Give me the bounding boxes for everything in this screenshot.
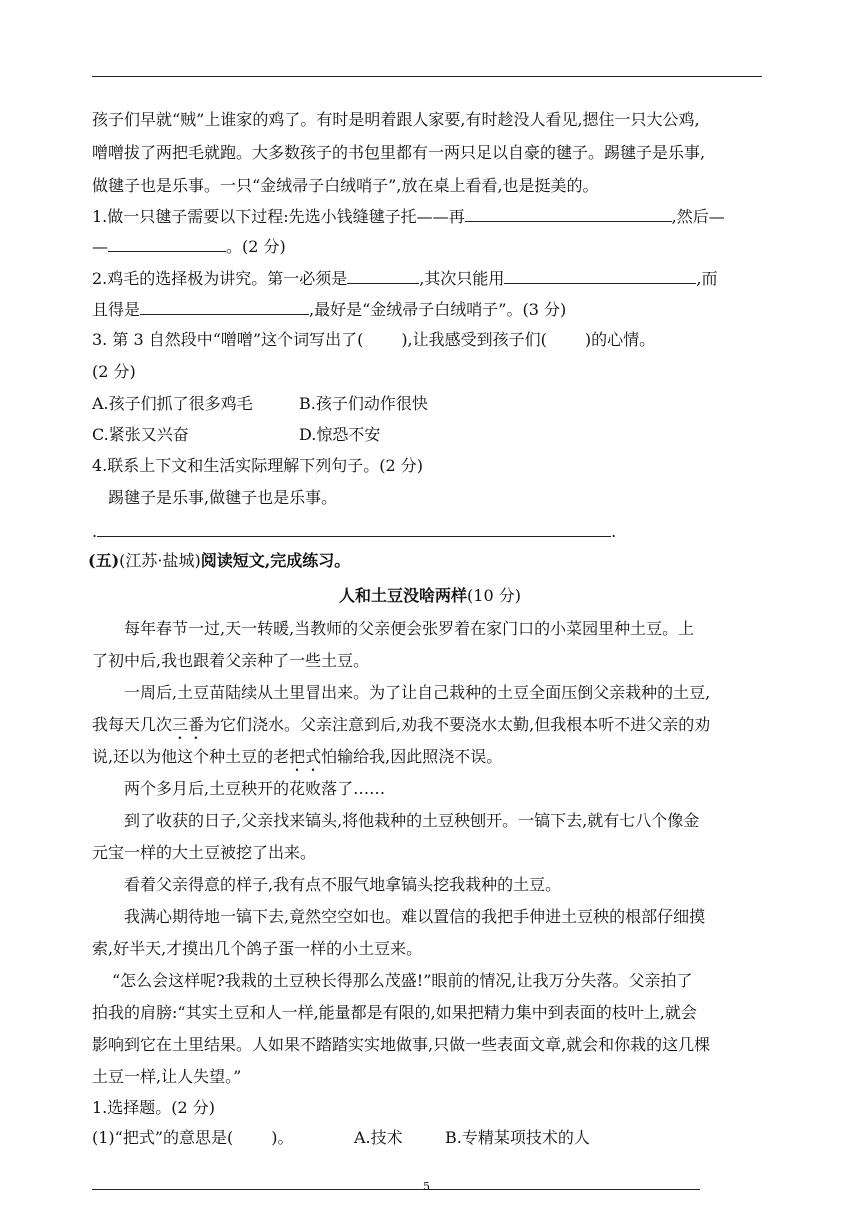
paragraph-1: 每年春节一过,天一转暖,当教师的父亲便会张罗着在家门口的小菜园里种土豆。上 bbox=[124, 619, 695, 638]
q1-text: 1.做一只毽子需要以下过程:先选小钱缝毽子托——再 bbox=[92, 207, 465, 226]
q2-text: ,其次只能用 bbox=[419, 269, 505, 288]
q3-text: ),让我感受到孩子们( bbox=[401, 330, 547, 349]
section-heading bbox=[88, 551, 350, 571]
answer-blank[interactable] bbox=[108, 236, 226, 252]
quoted-sentence: 踢毽子是乐事,做毽子也是乐事。 bbox=[108, 488, 338, 507]
emphasized-word: 把式 bbox=[289, 747, 322, 766]
question-3 bbox=[92, 330, 655, 350]
question-2-1: 1.选择题。(2 分) bbox=[92, 1098, 216, 1117]
paragraph-2 bbox=[92, 747, 502, 775]
footer-rule bbox=[92, 1189, 700, 1190]
answer-blank[interactable] bbox=[504, 268, 696, 284]
answer-line[interactable] bbox=[92, 521, 616, 542]
section-source: (江苏·盐城) bbox=[119, 551, 201, 570]
paragraph-7: 拍我的肩膀:“其实土豆和人一样,能量都是有限的,如果把精力集中到表面的枝叶上,就会 bbox=[92, 1003, 697, 1022]
header-rule bbox=[92, 76, 762, 77]
p2-text: 怕输给我,因此照浇不误。 bbox=[321, 747, 503, 766]
q2-text: ,而 bbox=[696, 269, 718, 288]
paragraph-2: 一周后,土豆苗陆续从土里冒出来。为了让自己栽种的土豆全面压倒父亲栽种的土豆, bbox=[124, 683, 711, 702]
paragraph-1: 了初中后,我也跟着父亲种了一些土豆。 bbox=[92, 651, 370, 670]
q1-text: ,然后— bbox=[671, 207, 725, 226]
option-a[interactable]: A.技术 bbox=[354, 1128, 403, 1147]
paragraph-2 bbox=[92, 715, 710, 743]
q2-text: 2.鸡毛的选择极为讲究。第一必须是 bbox=[92, 269, 348, 288]
passage-line: 噌噌拔了两把毛就跑。大多数孩子的书包里都有一两只足以自豪的毽子。踢毽子是乐事, bbox=[92, 143, 706, 162]
option-c[interactable]: C.紧张又兴奋 bbox=[92, 425, 189, 444]
answer-blank[interactable] bbox=[465, 206, 672, 222]
q3-text: 3. 第 3 自然段中“噌噌”这个词写出了( bbox=[92, 330, 364, 349]
q1-text: — bbox=[92, 237, 108, 256]
answer-blank[interactable] bbox=[347, 268, 419, 284]
question-2-cont bbox=[92, 299, 566, 320]
answer-blank[interactable] bbox=[97, 521, 611, 537]
question-4: 4.联系上下文和生活实际理解下列句子。(2 分) bbox=[92, 456, 424, 475]
paragraph-7: “怎么会这样呢?我栽的土豆秧长得那么茂盛!”眼前的情况,让我万分失落。父亲拍了 bbox=[112, 971, 693, 990]
q3-text: )的心情。 bbox=[584, 330, 656, 349]
option-b[interactable]: B.专精某项技术的人 bbox=[445, 1128, 590, 1147]
paragraph-5: 看着父亲得意的样子,我有点不服气地拿镐头挖我栽种的土豆。 bbox=[124, 875, 562, 894]
paragraph-6: 我满心期待地一镐下去,竟然空空如也。难以置信的我把手伸进土豆秧的根部仔细摸 bbox=[124, 907, 706, 926]
section-label: (五) bbox=[88, 551, 120, 570]
emphasized-word: 三番 bbox=[172, 715, 205, 734]
passage-title bbox=[0, 586, 860, 606]
q-text: (1)“把式”的意思是( bbox=[92, 1128, 234, 1147]
paragraph-7: 影响到它在土里结果。人如果不踏踏实实地做事,只做一些表面文章,就会和你栽的这几棵 bbox=[92, 1035, 711, 1054]
paragraph-3: 两个多月后,土豆秧开的花败落了…… bbox=[124, 779, 386, 798]
q1-text: 。(2 分) bbox=[226, 237, 286, 256]
q2-text: ,最好是“金绒帚子白绒哨子”。(3 分) bbox=[309, 300, 567, 319]
passage-line: 做毽子也是乐事。一只“金绒帚子白绒哨子”,放在桌上看看,也是挺美的。 bbox=[92, 176, 599, 195]
answer-end-mark: . bbox=[611, 522, 617, 541]
question-3-score: (2 分) bbox=[92, 362, 136, 381]
option-b[interactable]: B.孩子们动作很快 bbox=[299, 394, 428, 413]
option-a[interactable]: A.孩子们抓了很多鸡毛 bbox=[92, 394, 253, 413]
question-2-1-1 bbox=[92, 1128, 294, 1148]
q2-text: 且得是 bbox=[92, 300, 141, 319]
title-text: 人和土豆没啥两样 bbox=[339, 586, 468, 605]
p2-text: 为它们浇水。父亲注意到后,劝我不要浇水太勤,但我根本听不进父亲的劝 bbox=[204, 715, 711, 734]
question-1-cont bbox=[92, 236, 286, 257]
paragraph-4: 到了收获的日子,父亲找来镐头,将他栽种的土豆秧刨开。一镐下去,就有七八个像金 bbox=[124, 811, 700, 830]
question-1 bbox=[92, 206, 725, 227]
title-score: (10 分) bbox=[467, 586, 521, 605]
option-d[interactable]: D.惊恐不安 bbox=[299, 425, 381, 444]
passage-line: 孩子们早就“贼”上谁家的鸡了。有时是明着跟人家要,有时趁没人看见,摁住一只大公鸡, bbox=[92, 110, 700, 129]
section-instruction: 阅读短文,完成练习。 bbox=[200, 551, 351, 570]
paragraph-6: 索,好半天,才摸出几个鸽子蛋一样的小土豆来。 bbox=[92, 939, 423, 958]
p2-text: 我每天几次 bbox=[92, 715, 173, 734]
q-text: )。 bbox=[271, 1128, 294, 1147]
paragraph-4: 元宝一样的大土豆被挖了出来。 bbox=[92, 843, 317, 862]
paragraph-7: 土豆一样,让人失望。” bbox=[92, 1067, 242, 1086]
answer-start-mark: . bbox=[92, 522, 98, 541]
page-number: 5 bbox=[423, 1180, 430, 1193]
question-2 bbox=[92, 268, 717, 289]
p2-text: 说,还以为他这个种土豆的老 bbox=[92, 747, 290, 766]
answer-blank[interactable] bbox=[140, 299, 309, 315]
